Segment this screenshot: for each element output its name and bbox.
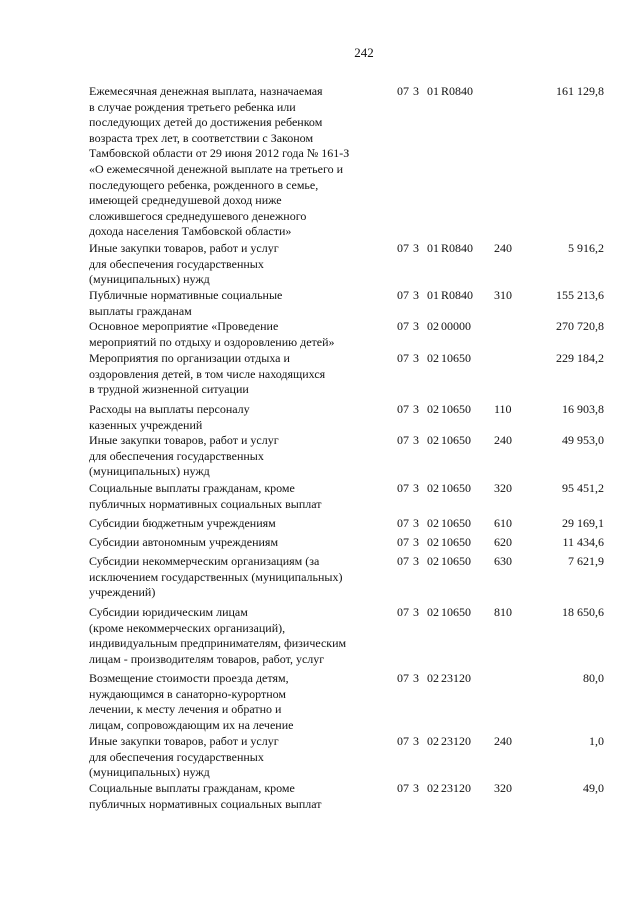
subsection-code: 3 bbox=[413, 84, 419, 98]
amount: 155 213,6 bbox=[556, 288, 604, 302]
table-row bbox=[89, 481, 604, 512]
subsection-code: 3 bbox=[413, 605, 419, 619]
expense-type-code: 630 bbox=[494, 554, 512, 568]
section-code: 07 bbox=[397, 319, 409, 333]
table-row bbox=[89, 605, 604, 667]
row-name: Иные закупки товаров, работ и услуг для обеспечения государственных (муниципальных) нужд bbox=[89, 433, 279, 479]
subsection-code: 3 bbox=[413, 671, 419, 685]
table-row bbox=[89, 781, 604, 812]
section-code: 07 bbox=[397, 433, 409, 447]
page-number: 242 bbox=[354, 45, 374, 60]
subsection-code: 3 bbox=[413, 516, 419, 530]
amount: 229 184,2 bbox=[556, 351, 604, 365]
amount: 29 169,1 bbox=[562, 516, 604, 530]
row-name: Социальные выплаты гражданам, кроме публичных нормативных социальных выплат bbox=[89, 781, 322, 811]
program-code: 02 bbox=[427, 433, 439, 447]
amount: 49,0 bbox=[583, 781, 604, 795]
table-row bbox=[89, 288, 604, 319]
row-name: Мероприятия по организации отдыха и оздоровления детей, в том числе находящихся в трудной жизненной ситуации bbox=[89, 351, 326, 397]
program-code: 02 bbox=[427, 605, 439, 619]
section-code: 07 bbox=[397, 481, 409, 495]
program-code: 02 bbox=[427, 734, 439, 748]
amount: 7 621,9 bbox=[568, 554, 604, 568]
table-row bbox=[89, 351, 604, 398]
subsection-code: 3 bbox=[413, 535, 419, 549]
expense-type-code: 110 bbox=[494, 402, 512, 416]
program-code: 02 bbox=[427, 535, 439, 549]
subsection-code: 3 bbox=[413, 288, 419, 302]
table-row bbox=[89, 734, 604, 781]
section-code: 07 bbox=[397, 516, 409, 530]
target-article-code: R0840 bbox=[441, 84, 474, 98]
target-article-code: 10650 bbox=[441, 516, 471, 530]
target-article-code: 23120 bbox=[441, 734, 471, 748]
section-code: 07 bbox=[397, 402, 409, 416]
amount: 80,0 bbox=[583, 671, 604, 685]
row-name: Ежемесячная денежная выплата, назначаемая в случае рождения третьего ребенка или последующих детей до достижения ребенком возраста трех лет, в соответствии с Законом Тамбовской области от 29 июня 2012 года № 161-З «О ежемесячной денежной выплате на третьего и последующего ребенка, рожденного в семье, имеющей среднедушевой доход ниже сложившегося среднедушевого денежного дохода населения Тамбовской области» bbox=[89, 84, 350, 239]
program-code: 01 bbox=[427, 84, 439, 98]
target-article-code: 23120 bbox=[441, 781, 471, 795]
table-row bbox=[89, 516, 604, 532]
row-name: Социальные выплаты гражданам, кроме публичных нормативных социальных выплат bbox=[89, 481, 322, 511]
expense-type-code: 620 bbox=[494, 535, 512, 549]
amount: 270 720,8 bbox=[556, 319, 604, 333]
section-code: 07 bbox=[397, 84, 409, 98]
program-code: 02 bbox=[427, 402, 439, 416]
program-code: 02 bbox=[427, 516, 439, 530]
target-article-code: 10650 bbox=[441, 402, 471, 416]
subsection-code: 3 bbox=[413, 481, 419, 495]
target-article-code: 10650 bbox=[441, 351, 471, 365]
table-row bbox=[89, 402, 604, 433]
section-code: 07 bbox=[397, 288, 409, 302]
subsection-code: 3 bbox=[413, 241, 419, 255]
table-row bbox=[89, 241, 604, 288]
subsection-code: 3 bbox=[413, 781, 419, 795]
target-article-code: 23120 bbox=[441, 671, 471, 685]
subsection-code: 3 bbox=[413, 402, 419, 416]
section-code: 07 bbox=[397, 554, 409, 568]
section-code: 07 bbox=[397, 241, 409, 255]
target-article-code: R0840 bbox=[441, 288, 474, 302]
row-name: Субсидии бюджетным учреждениям bbox=[89, 516, 276, 530]
target-article-code: 10650 bbox=[441, 554, 471, 568]
program-code: 02 bbox=[427, 554, 439, 568]
row-name: Иные закупки товаров, работ и услуг для обеспечения государственных (муниципальных) нужд bbox=[89, 734, 279, 780]
subsection-code: 3 bbox=[413, 351, 419, 365]
subsection-code: 3 bbox=[413, 734, 419, 748]
table-row bbox=[89, 535, 604, 551]
amount: 16 903,8 bbox=[562, 402, 604, 416]
amount: 18 650,6 bbox=[562, 605, 604, 619]
amount: 1,0 bbox=[589, 734, 604, 748]
program-code: 02 bbox=[427, 351, 439, 365]
subsection-code: 3 bbox=[413, 319, 419, 333]
row-name: Субсидии автономным учреждениям bbox=[89, 535, 279, 549]
expense-type-code: 320 bbox=[494, 481, 512, 495]
program-code: 02 bbox=[427, 671, 439, 685]
table-row bbox=[89, 554, 604, 601]
subsection-code: 3 bbox=[413, 433, 419, 447]
table-row bbox=[89, 319, 604, 350]
program-code: 01 bbox=[427, 288, 439, 302]
row-name: Иные закупки товаров, работ и услуг для обеспечения государственных (муниципальных) нужд bbox=[89, 241, 279, 287]
target-article-code: 10650 bbox=[441, 535, 471, 549]
expense-type-code: 310 bbox=[494, 288, 512, 302]
subsection-code: 3 bbox=[413, 554, 419, 568]
section-code: 07 bbox=[397, 605, 409, 619]
program-code: 02 bbox=[427, 481, 439, 495]
row-name: Расходы на выплаты персоналу казенных учреждений bbox=[89, 402, 250, 432]
expense-type-code: 610 bbox=[494, 516, 512, 530]
row-name: Субсидии некоммерческим организациям (за исключением государственных (муниципальных) учреждений) bbox=[89, 554, 343, 600]
expense-type-code: 810 bbox=[494, 605, 512, 619]
target-article-code: R0840 bbox=[441, 241, 474, 255]
program-code: 01 bbox=[427, 241, 439, 255]
program-code: 02 bbox=[427, 319, 439, 333]
target-article-code: 10650 bbox=[441, 481, 471, 495]
expense-type-code: 240 bbox=[494, 734, 512, 748]
target-article-code: 10650 bbox=[441, 433, 471, 447]
row-name: Основное мероприятие «Проведение мероприятий по отдыху и оздоровлению детей» bbox=[89, 319, 335, 349]
amount: 49 953,0 bbox=[562, 433, 604, 447]
row-name: Субсидии юридическим лицам (кроме некоммерческих организаций), индивидуальным предпринимателям, физическим лицам - производителям товаров, работ, услуг bbox=[89, 605, 347, 666]
amount: 5 916,2 bbox=[568, 241, 604, 255]
section-code: 07 bbox=[397, 535, 409, 549]
amount: 11 434,6 bbox=[562, 535, 604, 549]
section-code: 07 bbox=[397, 734, 409, 748]
expense-type-code: 320 bbox=[494, 781, 512, 795]
section-code: 07 bbox=[397, 351, 409, 365]
section-code: 07 bbox=[397, 781, 409, 795]
table-row bbox=[89, 84, 604, 240]
table-row bbox=[89, 671, 604, 733]
section-code: 07 bbox=[397, 671, 409, 685]
table-row bbox=[89, 433, 604, 480]
amount: 95 451,2 bbox=[562, 481, 604, 495]
program-code: 02 bbox=[427, 781, 439, 795]
target-article-code: 10650 bbox=[441, 605, 471, 619]
row-name: Публичные нормативные социальные выплаты гражданам bbox=[89, 288, 283, 318]
amount: 161 129,8 bbox=[556, 84, 604, 98]
target-article-code: 00000 bbox=[441, 319, 471, 333]
expense-type-code: 240 bbox=[494, 433, 512, 447]
expense-type-code: 240 bbox=[494, 241, 512, 255]
row-name: Возмещение стоимости проезда детям, нуждающимся в санаторно-курортном лечении, к месту лечения и обратно и лицам, сопровождающим их на лечение bbox=[89, 671, 294, 732]
